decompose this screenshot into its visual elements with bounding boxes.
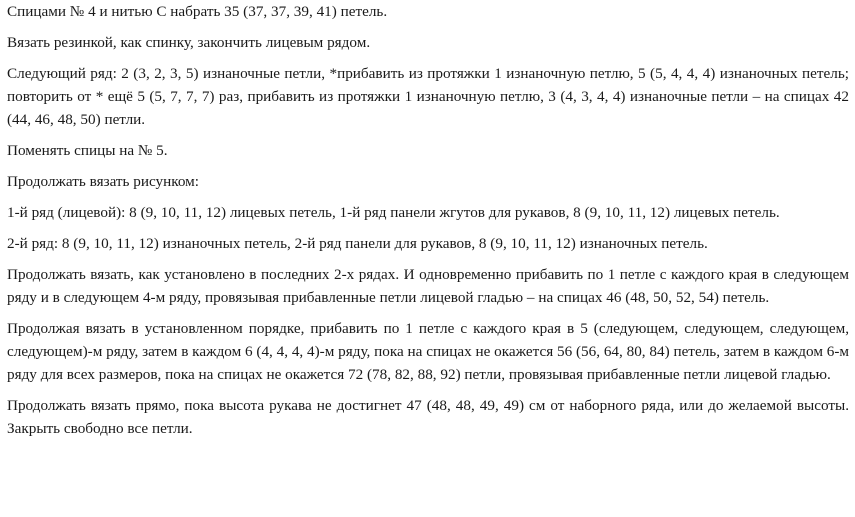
paragraph-sleeve-increases: Продолжая вязать в установленном порядке, прибавить по 1 петле с каждого края в 5 (следующем, следующем, следующем, следующем)-м ряду, затем в каждом 6 (4, 4, 4, 4)-м ряду, пока на спицах не окажется 56 (56, 64, 80, 84) петель, затем в каждом 6-м ряду для всех размеров, пока на спицах не окажется 72 (78, 82, 88, 92) петли, провязывая прибавленные петли лицевой гладью. (7, 320, 849, 383)
paragraph-continue-increase: Продолжать вязать, как установлено в последних 2-х рядах. И одновременно прибавить по 1 петле с каждого края в следующем ряду и в следующем 4-м ряду, провязывая прибавленные петли лицевой гладью – на спицах 46 (48, 50, 52, 54) петель. (7, 266, 849, 306)
paragraph-row-2: 2-й ряд: 8 (9, 10, 11, 12) изнаночных петель, 2-й ряд панели для рукавов, 8 (9, 10, 11, 12) изнаночных петель. (7, 235, 708, 252)
paragraph-continue-pattern: Продолжать вязать рисунком: (7, 173, 200, 190)
paragraph-finish: Продолжать вязать прямо, пока высота рукава не достигнет 47 (48, 48, 49, 49) см от наборного ряда, или до желаемой высоты. Закрыть свободно все петли. (7, 397, 849, 437)
paragraph-cast-on: Спицами № 4 и нитью С набрать 35 (37, 37, 39, 41) петель. (7, 3, 388, 20)
paragraph-rib: Вязать резинкой, как спинку, закончить лицевым рядом. (7, 34, 371, 51)
paragraph-row-1: 1-й ряд (лицевой): 8 (9, 10, 11, 12) лицевых петель, 1-й ряд панели жгутов для рукавов, 8 (9, 10, 11, 12) лицевых петель. (7, 204, 780, 221)
paragraph-increase-row: Следующий ряд: 2 (3, 2, 3, 5) изнаночные петли, *прибавить из протяжки 1 изнаночную петлю, 5 (5, 4, 4, 4) изнаночных петель; повторить от * ещё 5 (5, 7, 7, 7) раз, прибавить из протяжки 1 изнаночную петлю, 3 (4, 3, 4, 4) изнаночные петли – на спицах 42 (44, 46, 48, 50) петли. (7, 65, 849, 128)
paragraph-change-needles: Поменять спицы на № 5. (7, 142, 168, 159)
